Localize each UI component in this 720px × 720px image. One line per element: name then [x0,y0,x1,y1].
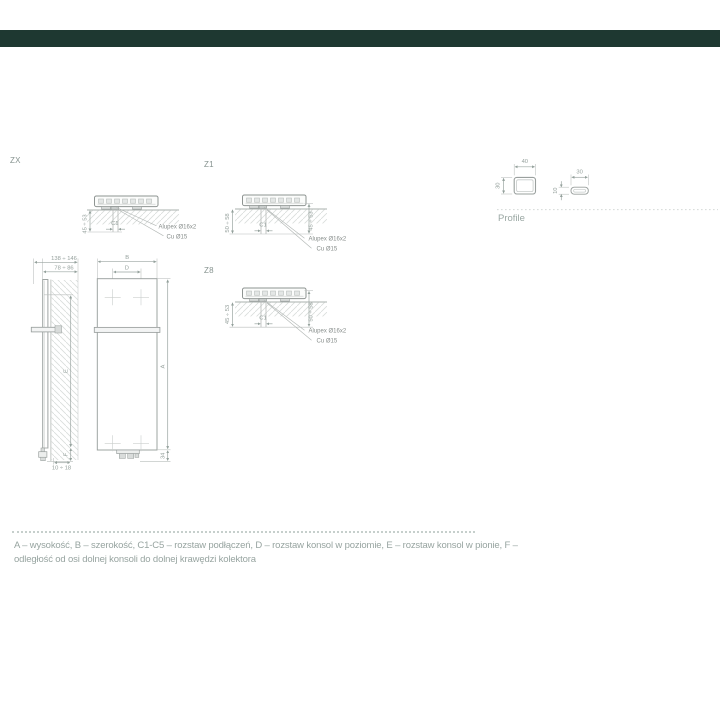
dim-label-front-d: D [124,265,129,272]
dim-label-side-wall-max: 138 ÷ 146 [51,255,77,262]
dim-label-z8-c1: C1 [259,315,267,322]
pipe-label-z1-cu: Cu Ø15 [316,246,338,253]
dim-label-zx-left: 45 ÷ 53 [82,214,89,234]
dim-label-zx-c1: C1 [111,221,119,227]
pipe-label-z1-alupex: Alupex Ø16x2 [308,236,347,243]
diagram-title-z8: Z8 [204,266,214,275]
pipe-label-z8-cu: Cu Ø15 [316,338,338,345]
dim-label-profile1-height: 30 [495,182,502,189]
dim-label-side-floor-gap: 10 ÷ 18 [51,465,72,472]
dim-label-front-collector-offset: 34 [160,452,167,460]
pipe-label-zx-cu: Cu Ø15 [166,234,188,241]
dim-label-side-wall-min: 78 ÷ 86 [54,265,74,272]
console-diagram-z1 [225,195,347,253]
console-diagram-z8 [225,288,347,345]
dim-label-front-b: B [125,255,130,262]
front-view-drawing [94,255,170,461]
dim-label-z1-left: 50 ÷ 58 [224,213,231,233]
legend-separator [12,531,475,533]
legend-text-line2: odległość od osi dolnej konsoli do dolnej krawędzi kolektora [14,554,256,565]
dim-label-profile2-height: 10 [552,187,559,194]
legend-text-line1: A – wysokość, B – szerokość, C1-C5 – rozstaw podłączeń, D – rozstaw konsol w poziomie, E – rozstaw konsol w pionie, F – [14,540,518,551]
dim-label-side-f: F [63,452,70,457]
profile-drawings [495,159,718,210]
side-view-drawing [31,256,78,472]
diagram-title-zx: ZX [10,156,21,165]
dim-label-front-a: A [160,364,167,369]
profiles-section-label: Profile [498,213,525,224]
dim-label-z1-right: 45 ÷ 53 [308,211,315,231]
dim-label-z8-left: 45 ÷ 53 [224,304,231,325]
diagram-title-z1: Z1 [204,160,214,169]
dim-label-side-e: E [63,369,70,373]
dim-label-profile2-width: 30 [576,169,583,176]
dim-label-z8-right: 50 ÷ 58 [308,302,315,322]
dim-label-z1-c1: C1 [259,222,267,229]
console-diagram-zx [82,196,197,241]
dim-label-profile1-width: 40 [521,159,529,165]
pipe-label-z8-alupex: Alupex Ø16x2 [308,328,347,335]
pipe-label-zx-alupex: Alupex Ø16x2 [158,224,197,231]
